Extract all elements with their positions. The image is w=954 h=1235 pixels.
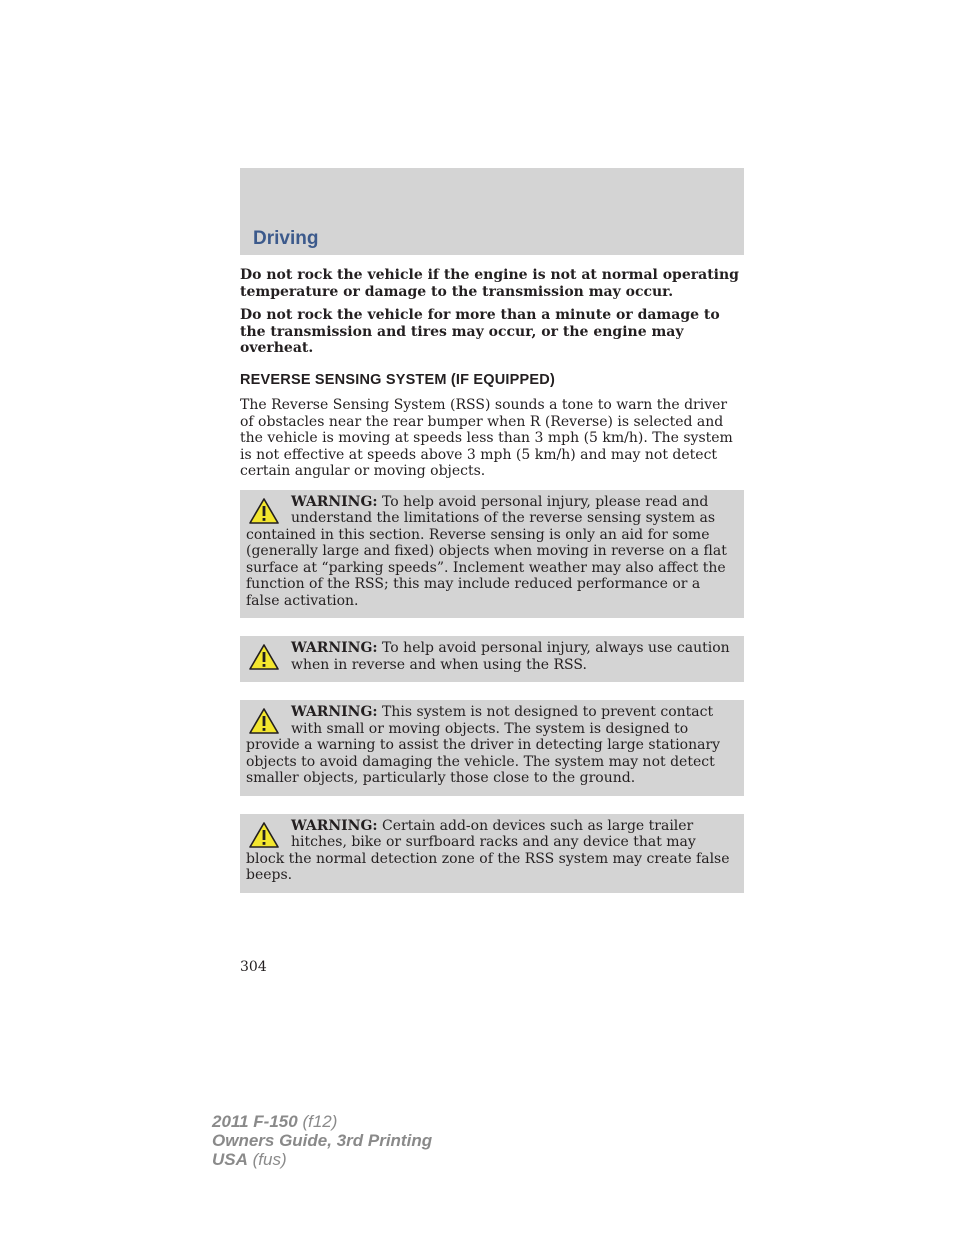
footer-model-code: (f12) [302, 1112, 338, 1131]
warning-triangle-icon [248, 821, 280, 849]
footer-line-market [212, 1150, 432, 1169]
document-footer [212, 1112, 432, 1169]
footer-model: 2011 F-150 [212, 1112, 298, 1131]
warning-label: WARNING: [291, 817, 378, 834]
warning-label: WARNING: [291, 493, 378, 510]
warning-box [240, 490, 744, 619]
warning-box [240, 636, 744, 682]
warning-triangle-icon [248, 707, 280, 735]
warning-text: To help avoid personal injury, always use caution when in reverse and when using the RSS. [291, 640, 730, 673]
warning-label: WARNING: [291, 704, 378, 720]
warning-text: This system is not designed to prevent contact with small or moving objects. The system is designed to provide a warning to assist the driver in detecting large stationary objects to avoid damaging the vehicle. The system may not detect smaller objects, particularly those close to the ground. [246, 704, 721, 786]
section-header-band [240, 168, 744, 255]
warning-box [240, 700, 744, 796]
page-number: 304 [240, 959, 267, 975]
bold-caution-paragraph: Do not rock the vehicle for more than a minute or damage to the transmission and tires may occur, or the engine may overheat. [240, 307, 720, 356]
warning-box [240, 814, 744, 893]
bold-caution-paragraph: Do not rock the vehicle if the engine is not at normal operating temperature or damage to the transmission may occur. [240, 267, 739, 300]
warning-text: To help avoid personal injury, please read and understand the limitations of the reverse sensing system as contained in this section. Reverse sensing is only an aid for some (generally large and fixed) objects when moving in reverse on a flat surface at “parking speeds”. Inclement weather may also affect the function of the RSS; this may include reduced performance or a false activation. [246, 493, 727, 609]
footer-market: USA [212, 1150, 248, 1169]
footer-line-model [212, 1112, 432, 1131]
warning-triangle-icon [248, 643, 280, 671]
warning-text: Certain add-on devices such as large trailer hitches, bike or surfboard racks and any device that may block the normal detection zone of the RSS system may create false beeps. [246, 817, 730, 883]
footer-market-code: (fus) [252, 1150, 287, 1169]
page-content [240, 267, 744, 911]
section-title: Driving [253, 228, 319, 249]
warning-triangle-icon [248, 497, 280, 525]
section-heading: REVERSE SENSING SYSTEM (IF EQUIPPED) [240, 371, 555, 388]
footer-line-edition: Owners Guide, 3rd Printing [212, 1131, 433, 1150]
warning-label: WARNING: [291, 640, 378, 656]
body-paragraph: The Reverse Sensing System (RSS) sounds a tone to warn the driver of obstacles near the rear bumper when R (Reverse) is selected and the vehicle is moving at speeds less than 3 mph (5 km/h). The system is not effective at speeds above 3 mph (5 km/h) and may not detect certain angular or moving objects. [240, 397, 733, 479]
